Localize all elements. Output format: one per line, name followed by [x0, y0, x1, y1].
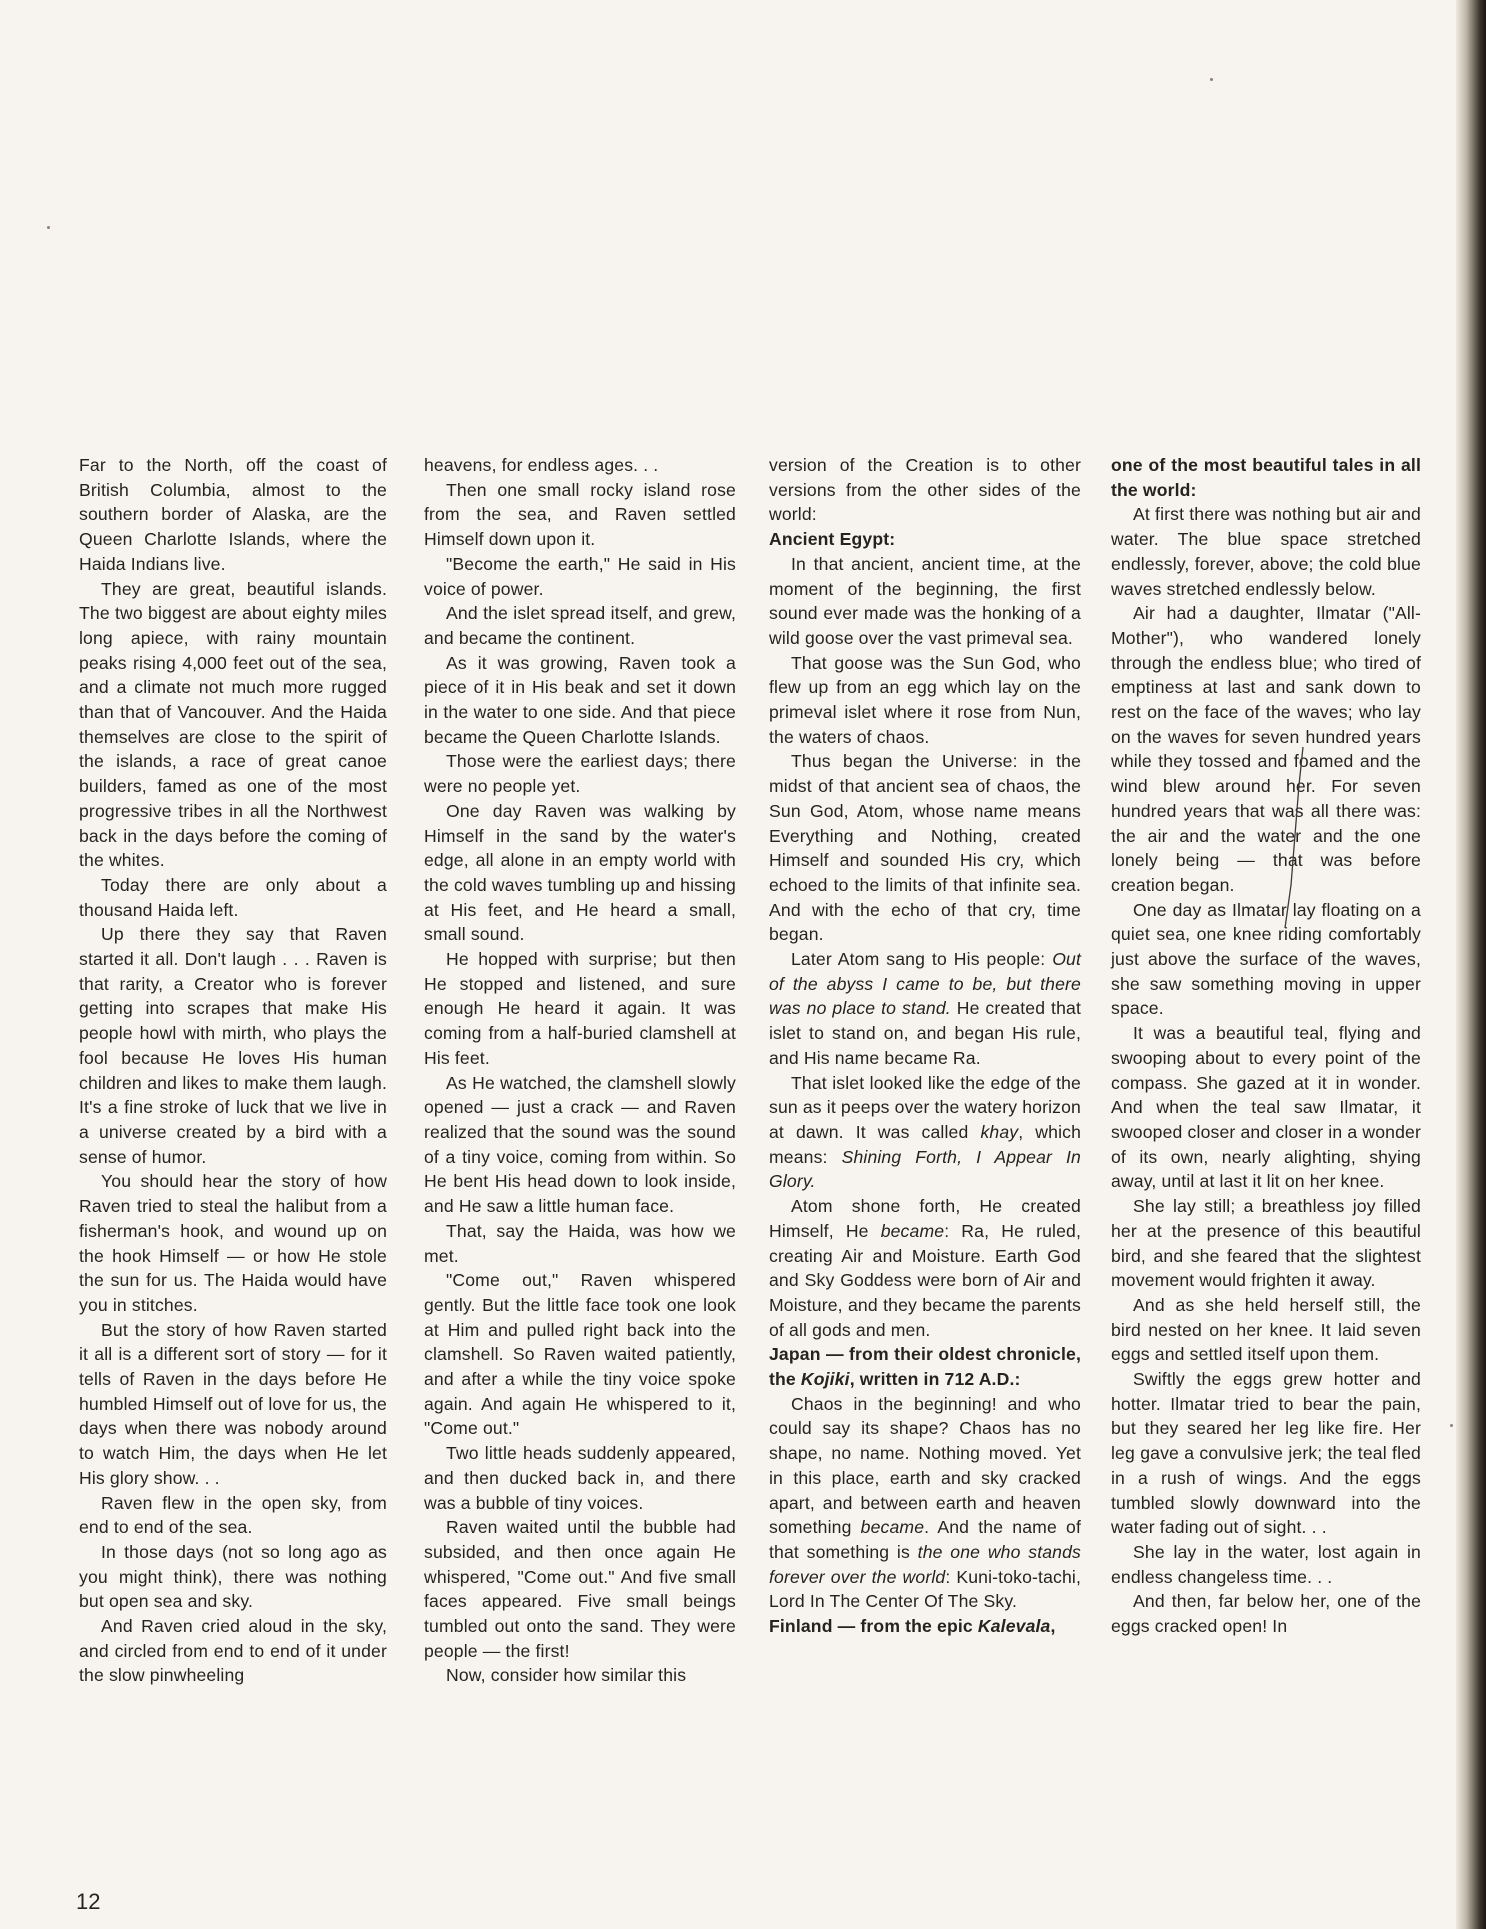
paragraph: And as she held herself still, the bird nested on her knee. It laid seven eggs and settled itself upon them.	[1111, 1294, 1421, 1365]
text-run: ,	[1050, 1616, 1056, 1637]
text-column-3	[769, 453, 1081, 1639]
text-column-2	[424, 453, 736, 1688]
paragraph: "Come out," Raven whispered gently. But the little face took one look at Him and pulled right back into the clamshell. So Raven waited patiently, and after a while the tiny voice spoke again. And again He whispered to it, "Come out."	[424, 1270, 736, 1439]
paper-speck	[47, 226, 50, 229]
emphasis: khay	[980, 1121, 1019, 1142]
emphasis: Shining Forth, I Appear In Glory.	[769, 1146, 1081, 1192]
pen-mark	[1273, 745, 1313, 930]
text-run: , written in 712 A.D.:	[849, 1369, 1021, 1390]
paragraph	[769, 1392, 1081, 1614]
emphasis: became	[860, 1517, 925, 1538]
paragraph: Raven flew in the open sky, from end to end of the sea.	[79, 1492, 387, 1538]
page-binding-edge	[1456, 0, 1486, 1929]
paragraph: At first there was nothing but air and water. The blue space stretched endlessly, forever, above; the cold blue waves stretched endlessly below.	[1111, 504, 1421, 599]
paragraph	[769, 947, 1081, 1071]
paragraph: version of the Creation is to other versions from the other sides of the world:	[769, 455, 1081, 525]
paragraph	[769, 1194, 1081, 1342]
text-run: . And the name of that something is	[769, 1517, 1081, 1562]
text-run: : Kuni-toko-tachi, Lord In The Center Of The Sky.	[769, 1566, 1081, 1612]
paragraph: Up there they say that Raven started it all. Don't laugh . . . Raven is that rarity, a Creator who is forever getting into scrapes that make His people howl with mirth, who plays the fool because He loves His human children and likes to make them laugh. It's a fine stroke of luck that we live in a universe created by a bird with a sense of humor.	[79, 924, 387, 1167]
paragraph: In those days (not so long ago as you might think), there was nothing but open sea and sky.	[79, 1541, 387, 1612]
paragraph: And Raven cried aloud in the sky, and circled from end to end of it under the slow pinwheeling	[79, 1616, 387, 1686]
paragraph: As it was growing, Raven took a piece of it in His beak and set it down in the water to one side. And that piece became the Queen Charlotte Islands.	[424, 652, 736, 747]
emphasis: the one who stands forever over the world	[769, 1541, 1081, 1587]
paragraph: She lay still; a breathless joy filled her at the presence of this beautiful bird, and she feared that the slightest movement would frighten it away.	[1111, 1196, 1421, 1291]
paragraph: They are great, beautiful islands. The two biggest are about eighty miles long apiece, with rainy mountain peaks rising 4,000 feet out of the sea, and a climate not much more rugged than that of Vancouver. And the Haida themselves are close to the spirit of the islands, a race of great canoe builders, famed as one of the most progressive tribes in all the Northwest back in the days before the coming of the whites.	[79, 578, 387, 871]
paragraph: As He watched, the clamshell slowly opened — just a crack — and Raven realized that the sound was the sound of a tiny voice, coming from within. So He bent His head down to look inside, and He saw a little human face.	[424, 1072, 736, 1217]
text-run: Chaos in the beginning! and who could say its shape? Chaos has no shape, no name. Nothing moved. Yet in this place, earth and sky cracked apart, and between earth and heaven something	[769, 1393, 1081, 1538]
paragraph: Raven waited until the bubble had subsided, and then once again He whispered, "Come out." And five small faces appeared. Five small beings tumbled out onto the sand. They were people — the first!	[424, 1517, 736, 1661]
paragraph: She lay in the water, lost again in endless changeless time. . .	[1111, 1541, 1421, 1587]
paragraph: Those were the earliest days; there were no people yet.	[424, 751, 736, 797]
text-run: Finland — from the epic	[769, 1616, 978, 1637]
text-run: Later Atom sang to His people:	[791, 949, 1053, 970]
paper-speck	[1450, 1424, 1453, 1427]
paragraph	[769, 1071, 1081, 1195]
paragraph: heavens, for endless ages. . .	[424, 455, 659, 475]
text-run: : Ra, He ruled, creating Air and Moisture. Earth God and Sky Goddess were born of Air and Moisture, and they became the parents of all gods and men.	[769, 1220, 1081, 1340]
quoted-text: Out of the abyss I came to be, but there was no place to stand.	[769, 949, 1081, 1019]
section-heading-finland	[769, 1614, 1081, 1639]
section-heading-continued: one of the most beautiful tales in all the world:	[1111, 455, 1421, 500]
paper-speck	[1210, 78, 1213, 81]
emphasis: Kojiki	[800, 1369, 850, 1390]
paragraph: And then, far below her, one of the eggs cracked open! In	[1111, 1591, 1421, 1637]
paragraph: Today there are only about a thousand Haida left.	[79, 874, 387, 920]
page-number: 12	[76, 1889, 101, 1914]
paragraph: It was a beautiful teal, flying and swooping about to every point of the compass. She gazed at it in wonder. And when the teal saw Ilmatar, it swooped closer and closer in a wonder of its own, nearly alighting, shying away, until at last it lit on her knee.	[1111, 1023, 1421, 1192]
paragraph: But the story of how Raven started it all is a different sort of story — for it tells of Raven in the days before He humbled Himself out of love for us, the days when there was nobody around to watch Him, the days when He let His glory show. . .	[79, 1319, 387, 1488]
paragraph: He hopped with surprise; but then He stopped and listened, and sure enough He heard it again. It was coming from a half-buried clamshell at His feet.	[424, 949, 736, 1068]
paragraph: That goose was the Sun God, who flew up from an egg which lay on the primeval islet where it rose from Nun, the waters of chaos.	[769, 652, 1081, 747]
paragraph: In that ancient, ancient time, at the moment of the beginning, the first sound ever made was the honking of a wild goose over the vast primeval sea.	[769, 553, 1081, 648]
paragraph: "Become the earth," He said in His voice of power.	[424, 553, 736, 599]
paragraph: Swiftly the eggs grew hotter and hotter. Ilmatar tried to bear the pain, but they seared her leg like fire. Her leg gave a convulsive jerk; the teal fled in a rush of wings. And the eggs tumbled slowly downward into the water fading out of sight. . .	[1111, 1369, 1421, 1538]
paragraph: You should hear the story of how Raven tried to steal the halibut from a fisherman's hook, and wound up on the hook Himself — or how He stole the sun for us. The Haida would have you in stitches.	[79, 1171, 387, 1315]
text-run: Atom shone forth, He created Himself, He	[769, 1196, 1081, 1241]
paragraph: Thus began the Universe: in the midst of that ancient sea of chaos, the Sun God, Atom, whose name means Everything and Nothing, created Himself and sounded His cry, which echoed to the limits of that infinite sea. And with the echo of that cry, time began.	[769, 751, 1081, 945]
paragraph: Then one small rocky island rose from the sea, and Raven settled Himself down upon it.	[424, 479, 736, 550]
text-run: , which means:	[769, 1121, 1082, 1167]
paragraph: Far to the North, off the coast of British Columbia, almost to the southern border of Alaska, are the Queen Charlotte Islands, where the Haida Indians live.	[79, 455, 387, 574]
paragraph: Two little heads suddenly appeared, and then ducked back in, and there was a bubble of tiny voices.	[424, 1443, 736, 1513]
emphasis: Kalevala	[977, 1616, 1051, 1637]
paragraph: One day as Ilmatar lay floating on a quiet sea, one knee riding comfortably just above the surface of the waves, she saw something moving in upper space.	[1111, 899, 1421, 1019]
section-heading-japan	[769, 1342, 1081, 1391]
text-column-4	[1111, 453, 1421, 1639]
text-column-1	[79, 453, 387, 1688]
section-heading-egypt: Ancient Egypt:	[769, 529, 896, 550]
text-run: He created that islet to stand on, and began His rule, and His name became Ra.	[769, 998, 1081, 1068]
paragraph: Now, consider how similar this	[446, 1665, 687, 1686]
text-run: That islet looked like the edge of the sun as it peeps over the watery horizon at dawn. It was called	[769, 1072, 1081, 1142]
emphasis: became	[880, 1220, 945, 1241]
paragraph: Air had a daughter, Ilmatar ("All-Mother"), who wandered lonely through the endless blue; who tired of emptiness at last and sank down to rest on the face of the waves; who lay on the waves for seven hundred years while they tossed and foamed and the wind blew around her. For seven hundred years that was all there was: the air and the water and the one lonely being — that was before creation began.	[1111, 603, 1421, 895]
paragraph: That, say the Haida, was how we met.	[424, 1220, 736, 1266]
paragraph: And the islet spread itself, and grew, and became the continent.	[424, 603, 736, 648]
paragraph: One day Raven was walking by Himself in the sand by the water's edge, all alone in an empty world with the cold waves tumbling up and hissing at His feet, and He heard a small, small sound.	[424, 800, 736, 945]
text-run: Japan — from their oldest chronicle, the	[769, 1344, 1081, 1390]
